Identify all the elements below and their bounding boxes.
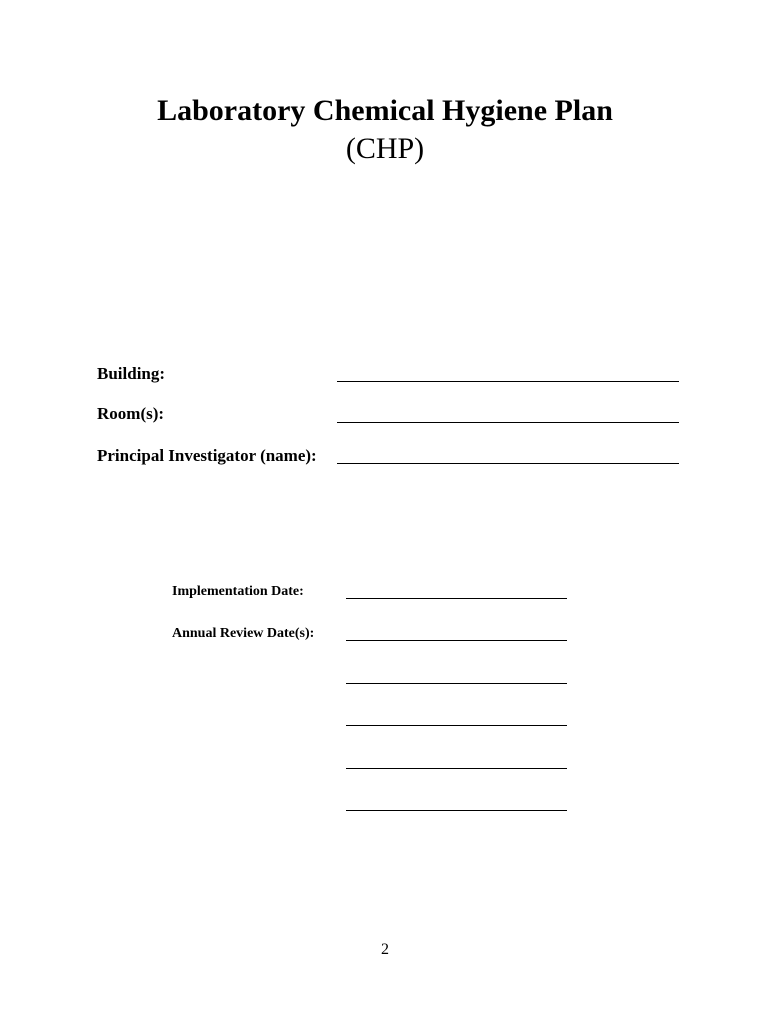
annual-review-date-field-5[interactable] <box>346 810 567 811</box>
building-label: Building: <box>97 364 166 383</box>
implementation-date-field[interactable] <box>346 598 567 599</box>
page-number: 2 <box>381 941 389 958</box>
annual-review-date-label: Annual Review Date(s): <box>172 626 315 641</box>
rooms-label: Room(s): <box>97 404 165 423</box>
principal-investigator-label: Principal Investigator (name): <box>97 446 317 465</box>
annual-review-date-field-1[interactable] <box>346 640 567 641</box>
rooms-field[interactable] <box>337 422 679 423</box>
annual-review-date-field-4[interactable] <box>346 768 567 769</box>
principal-investigator-field[interactable] <box>337 463 679 464</box>
implementation-date-label: Implementation Date: <box>172 584 304 599</box>
building-field[interactable] <box>337 381 679 382</box>
document-title: Laboratory Chemical Hygiene Plan <box>157 94 613 127</box>
document-subtitle: (CHP) <box>345 132 425 165</box>
annual-review-date-field-3[interactable] <box>346 725 567 726</box>
annual-review-date-field-2[interactable] <box>346 683 567 684</box>
